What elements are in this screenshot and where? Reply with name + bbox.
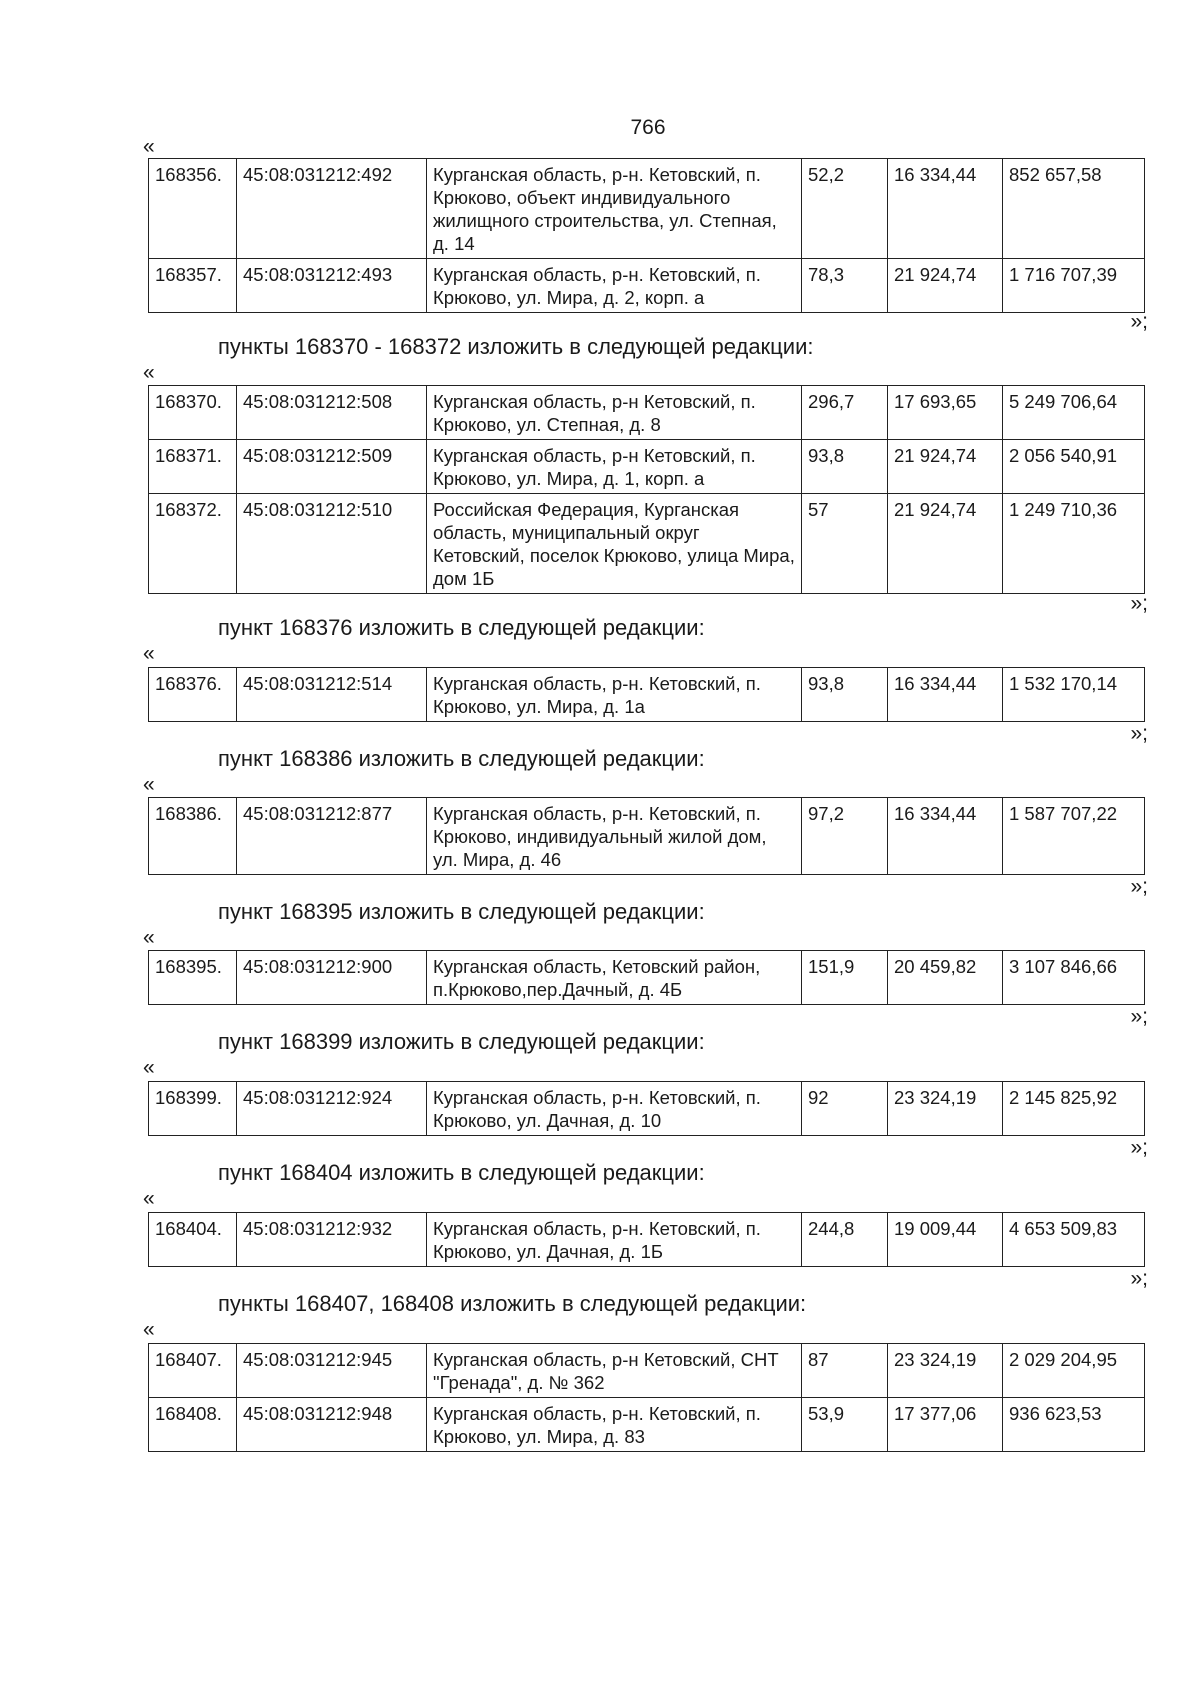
address-cell: Курганская область, Кетовский район, п.Крюково,пер.Дачный, д. 4Б: [427, 951, 802, 1005]
area-cell: 87: [802, 1344, 888, 1398]
cadastral-number-cell: 45:08:031212:508: [237, 386, 427, 440]
specific-value-cell: 21 924,74: [888, 494, 1003, 594]
registry-table: [148, 1343, 1145, 1452]
item-number-cell: 168408.: [149, 1398, 237, 1452]
cadastral-number-cell: 45:08:031212:877: [237, 798, 427, 875]
area-cell: 296,7: [802, 386, 888, 440]
table-row: [149, 440, 1145, 494]
address-cell: Курганская область, р-н. Кетовский, п. Крюково, ул. Мира, д. 1а: [427, 668, 802, 722]
cadastral-number-cell: 45:08:031212:932: [237, 1213, 427, 1267]
area-cell: 97,2: [802, 798, 888, 875]
specific-value-cell: 21 924,74: [888, 440, 1003, 494]
cadastral-number-cell: 45:08:031212:492: [237, 159, 427, 259]
instruction-text: пункт 168395 изложить в следующей редакции:: [218, 899, 705, 924]
cadastral-number-cell: 45:08:031212:900: [237, 951, 427, 1005]
closing-quote: »;: [1130, 1267, 1148, 1290]
item-number-cell: 168357.: [149, 259, 237, 313]
table-row: [149, 1344, 1145, 1398]
area-cell: 57: [802, 494, 888, 594]
specific-value-cell: 17 693,65: [888, 386, 1003, 440]
area-cell: 244,8: [802, 1213, 888, 1267]
table-row: [149, 159, 1145, 259]
address-cell: Курганская область, р-н. Кетовский, п. Крюково, ул. Дачная, д. 1Б: [427, 1213, 802, 1267]
item-number-cell: 168356.: [149, 159, 237, 259]
closing-quote: »;: [1130, 310, 1148, 333]
cadastral-value-cell: 2 029 204,95: [1003, 1344, 1145, 1398]
cadastral-value-cell: 3 107 846,66: [1003, 951, 1145, 1005]
cadastral-number-cell: 45:08:031212:493: [237, 259, 427, 313]
cadastral-number-cell: 45:08:031212:924: [237, 1082, 427, 1136]
address-cell: Курганская область, р-н. Кетовский, п. Крюково, объект индивидуального жилищного строительства, ул. Степная, д. 14: [427, 159, 802, 259]
cadastral-number-cell: 45:08:031212:945: [237, 1344, 427, 1398]
table-row: [149, 386, 1145, 440]
opening-quote: «: [143, 926, 155, 949]
address-cell: Курганская область, р-н Кетовский, п. Крюково, ул. Степная, д. 8: [427, 386, 802, 440]
address-cell: Курганская область, р-н. Кетовский, п. Крюково, ул. Мира, д. 2, корп. а: [427, 259, 802, 313]
closing-quote: »;: [1130, 875, 1148, 898]
item-number-cell: 168386.: [149, 798, 237, 875]
registry-table: [148, 950, 1145, 1005]
area-cell: 93,8: [802, 440, 888, 494]
item-number-cell: 168376.: [149, 668, 237, 722]
cadastral-value-cell: 1 249 710,36: [1003, 494, 1145, 594]
item-number-cell: 168371.: [149, 440, 237, 494]
cadastral-value-cell: 936 623,53: [1003, 1398, 1145, 1452]
item-number-cell: 168395.: [149, 951, 237, 1005]
table-row: [149, 1082, 1145, 1136]
closing-quote: »;: [1130, 1005, 1148, 1028]
specific-value-cell: 23 324,19: [888, 1344, 1003, 1398]
instruction-text: пункт 168386 изложить в следующей редакции:: [218, 746, 705, 771]
address-cell: Российская Федерация, Курганская область, муниципальный округ Кетовский, поселок Крюково, улица Мира, дом 1Б: [427, 494, 802, 594]
area-cell: 53,9: [802, 1398, 888, 1452]
table-row: [149, 1213, 1145, 1267]
cadastral-value-cell: 2 056 540,91: [1003, 440, 1145, 494]
specific-value-cell: 17 377,06: [888, 1398, 1003, 1452]
specific-value-cell: 21 924,74: [888, 259, 1003, 313]
specific-value-cell: 19 009,44: [888, 1213, 1003, 1267]
cadastral-value-cell: 5 249 706,64: [1003, 386, 1145, 440]
area-cell: 151,9: [802, 951, 888, 1005]
table-row: [149, 494, 1145, 594]
closing-quote: »;: [1130, 722, 1148, 745]
specific-value-cell: 16 334,44: [888, 159, 1003, 259]
registry-table: [148, 1081, 1145, 1136]
address-cell: Курганская область, р-н Кетовский, п. Крюково, ул. Мира, д. 1, корп. а: [427, 440, 802, 494]
table-row: [149, 798, 1145, 875]
opening-quote: «: [143, 1318, 155, 1341]
opening-quote: «: [143, 361, 155, 384]
cadastral-number-cell: 45:08:031212:948: [237, 1398, 427, 1452]
address-cell: Курганская область, р-н. Кетовский, п. Крюково, ул. Дачная, д. 10: [427, 1082, 802, 1136]
cadastral-value-cell: 852 657,58: [1003, 159, 1145, 259]
registry-table: [148, 797, 1145, 875]
item-number-cell: 168404.: [149, 1213, 237, 1267]
opening-quote: «: [143, 773, 155, 796]
registry-table: [148, 1212, 1145, 1267]
item-number-cell: 168407.: [149, 1344, 237, 1398]
registry-table: [148, 667, 1145, 722]
instruction-text: пункт 168376 изложить в следующей редакции:: [218, 615, 705, 640]
item-number-cell: 168370.: [149, 386, 237, 440]
registry-table: [148, 385, 1145, 594]
opening-quote: «: [143, 1056, 155, 1079]
closing-quote: »;: [1130, 1136, 1148, 1159]
opening-quote: «: [143, 1187, 155, 1210]
instruction-text: пункты 168407, 168408 изложить в следующей редакции:: [218, 1291, 807, 1316]
opening-quote: «: [143, 135, 155, 158]
area-cell: 78,3: [802, 259, 888, 313]
cadastral-value-cell: 1 587 707,22: [1003, 798, 1145, 875]
address-cell: Курганская область, р-н. Кетовский, п. Крюково, ул. Мира, д. 83: [427, 1398, 802, 1452]
item-number-cell: 168399.: [149, 1082, 237, 1136]
cadastral-number-cell: 45:08:031212:509: [237, 440, 427, 494]
opening-quote: «: [143, 642, 155, 665]
specific-value-cell: 20 459,82: [888, 951, 1003, 1005]
cadastral-value-cell: 1 716 707,39: [1003, 259, 1145, 313]
page-number: 766: [630, 116, 666, 139]
item-number-cell: 168372.: [149, 494, 237, 594]
table-row: [149, 951, 1145, 1005]
registry-table: [148, 158, 1145, 313]
cadastral-number-cell: 45:08:031212:510: [237, 494, 427, 594]
area-cell: 92: [802, 1082, 888, 1136]
table-row: [149, 259, 1145, 313]
cadastral-number-cell: 45:08:031212:514: [237, 668, 427, 722]
instruction-text: пункт 168404 изложить в следующей редакции:: [218, 1160, 705, 1185]
specific-value-cell: 16 334,44: [888, 668, 1003, 722]
area-cell: 93,8: [802, 668, 888, 722]
instruction-text: пункт 168399 изложить в следующей редакции:: [218, 1029, 705, 1054]
cadastral-value-cell: 2 145 825,92: [1003, 1082, 1145, 1136]
cadastral-value-cell: 4 653 509,83: [1003, 1213, 1145, 1267]
address-cell: Курганская область, р-н. Кетовский, п. Крюково, индивидуальный жилой дом, ул. Мира, д. 46: [427, 798, 802, 875]
table-row: [149, 1398, 1145, 1452]
table-row: [149, 668, 1145, 722]
cadastral-value-cell: 1 532 170,14: [1003, 668, 1145, 722]
specific-value-cell: 16 334,44: [888, 798, 1003, 875]
specific-value-cell: 23 324,19: [888, 1082, 1003, 1136]
instruction-text: пункты 168370 - 168372 изложить в следующей редакции:: [218, 334, 814, 359]
area-cell: 52,2: [802, 159, 888, 259]
address-cell: Курганская область, р-н Кетовский, СНТ "Гренада", д. № 362: [427, 1344, 802, 1398]
closing-quote: »;: [1130, 592, 1148, 615]
